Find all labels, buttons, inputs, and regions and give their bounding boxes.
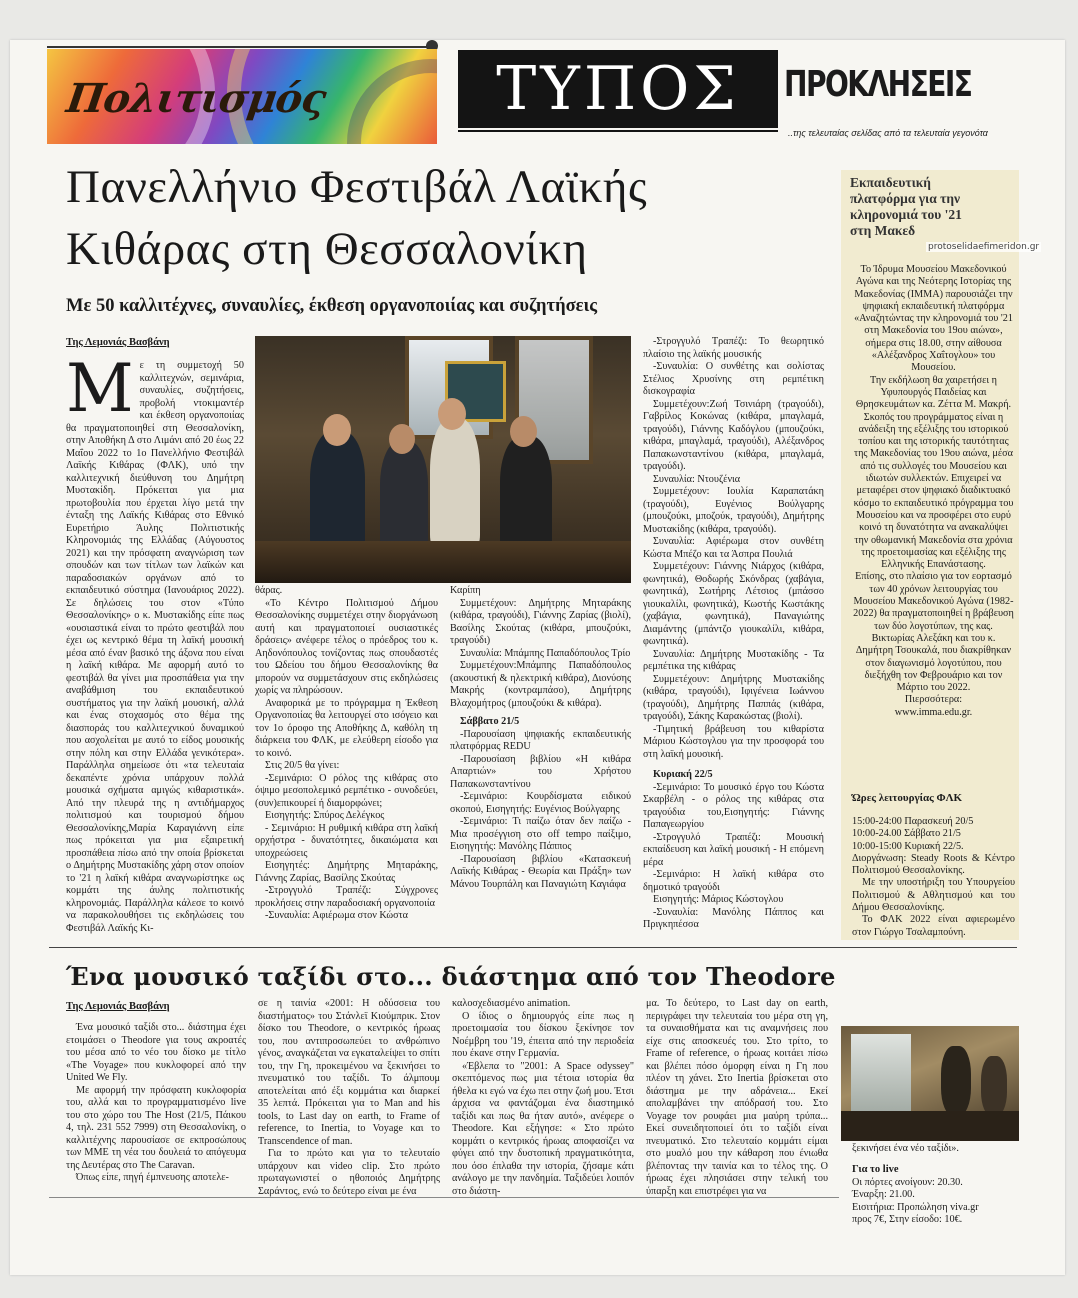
col4-paragraph: Συμμετέχουν:Ζωή Τσινιάρη (τραγούδι), Γαβρίλος Κοκώνας (κιθάρα, μπαγλαμά, τραγούδι), Γιάννης Καδόγλου (μπουζούκι, κιθάρα, μπαγλαμά, τραγούδι), Αλέξανδρος Παπακωνσταντίνου (κιθάρα, μπαγλαμά, τραγούδι).	[643, 398, 824, 472]
col3-paragraph: -Σεμινάριο: Κουρδίσματα ειδικού σκοπού, Εισηγητής: Ευγένιος Βούλγαρης	[450, 791, 631, 815]
col4-paragraph: -Στρογγυλό Τραπέζι: Μουσική εκπαίδευση και λαϊκή μουσική - Η επόμενη μέρα	[643, 831, 824, 868]
article-column-2	[255, 585, 438, 943]
sidebar-link: www.imma.edu.gr.	[894, 706, 973, 718]
col3-paragraph: -Σεμινάριο: Τι παίζω όταν δεν παίζω - Μια προσέγγιση στο off tempo παίξιμο, Εισηγητής: Μανόλης Πάππος	[450, 816, 631, 852]
hours-item: 10:00-15:00 Κυριακή 22/5.	[852, 840, 964, 852]
a2-col1-paragraph: Με αφορμή την πρόσφατη κυκλοφορία του, αλλά και το προγραμματισμένο live του στο χώρο του The Host (21/5, Πάικου 4, τηλ. 231 552 7999) στη Θεσσαλονίκη, ο καλλιτέχνης παρουσίασε σε εκπροσώπους των ΜΜΕ τη νέα του δουλειά το απόγευμα της Δευτέρας στο The Caravan.	[66, 1084, 246, 1171]
col4-day-heading: Κυριακή 22/5	[653, 769, 713, 780]
top-rule	[47, 46, 432, 48]
sidebar-title-line: πλατφόρμα για την	[850, 191, 961, 206]
hours-list	[852, 816, 1015, 939]
col3-paragraph: -Παρουσίαση βιβλίου «Η κιθάρα Απαρτιών» του Χρήστου Παπακωνσταντίνου	[450, 753, 631, 790]
live-info-line: προς 7€, Στην είσοδο: 10€.	[852, 1213, 963, 1225]
article2-headline: Ένα μουσικό ταξίδι στο... διάστημα από τον Theodore	[66, 962, 836, 991]
festival-photo	[255, 336, 631, 583]
article-column-4	[643, 336, 824, 943]
col4-paragraph: -Σεμινάριο: Το μουσικό έργο του Κώστα Σκαρβέλη - ο ρόλος της κιθάρας στα τραγούδια του,Εισηγητής: Γιάννης Παπαγεωργίου	[643, 781, 824, 830]
a2-col3-paragraph: Ο ίδιος ο δημιουργός είπε πως η προετοιμασία του δίσκου ξεκίνησε τον Νοέμβρη του '19, έπειτα από την περιοδεία που έκανε στην Γερμανία.	[452, 1010, 634, 1059]
hours-item: Με την υποστήριξη του Υπουργείου Πολιτισμού & Αθλητισμού και του Δήμου Θεσσαλονίκης.	[852, 877, 1015, 914]
sidebar-paragraph: Το Ίδρυμα Μουσείου Μακεδονικού Αγώνα και της Νεότερης Ιστορίας της Μακεδονίας (ΙΜΜΑ) παρουσιάζει την ψηφιακή εκπαιδευτική πλατφόρμα «Αναζητώντας την κληρονομιά του '21 στη Μακεδονία του 19ου αιώνα», σήμερα στις 18.00, στην αίθουσα «Αλέξανδρος Χαΐτογλου» του Μουσείου.	[854, 264, 1013, 374]
col4-paragraph: Συναυλία: Δημήτρης Μυστακίδης - Τα ρεμπέτικα της κιθάρας	[643, 648, 824, 672]
column-1-text: ε τη συμμετοχή 50 καλλιτεχνών, σεμινάρια, συναυλίες, συζητήσεις, προβολή ντοκιμαντέρ και έκθεση οργανοποιίας θα πραγματοποιηθεί στη Θεσσαλονίκη, στην Αποθήκη Δ στο Λιμάνι από 20 έως 22 Μαΐου 2022 το 1ο Πανελλήνιο Φεστιβάλ Λαϊκής Κιθάρας (ΦΛΚ), υπό την καλλιτεχνική διεύθυνση του Δημήτρη Μυστακίδη. Πρόκειται για μια πρωτοβουλία που έρχεται λίγο μετά την ένταξη της Λαϊκής Κιθάρας στο Εθνικό Ευρετήριο Άυλης Πολιτιστικής Κληρονομιάς της Ελλάδας (Αύγουστος 2021) και την πρόσφατη αναγνώριση των σπουδών και των τίτλων των λαϊκών και παραδοσιακών οργάνων από το εκπαιδευτικό σύστημα (Ιανουάριος 2022). Σε δηλώσεις του στον «Τύπο Θεσσαλονίκης» ο κ. Μυστακίδης είπε πως «ουσιαστικά είναι το πρώτο φεστιβάλ που έχει ως κεντρικό θέμα τη λαϊκή μουσική μέσα από έναν βασικό της άξονα που είναι η λαϊκή κιθάρα. Με αφορμή αυτό το φεστιβάλ θα γίνει μια προσπάθεια για την αναβάθμιση του εκπαιδευτικού συστήματος για την λαϊκή μουσική, αλλά και ένας στοχασμός στο θέμα της διασποράς του καλλιτεχνικού δυναμικού που ασχολείται με αυτό το είδος μουσικής στην πόλη και στην Ελλάδα γενικότερα». Παράλληλα σημείωσε ότι «τα τελευταία δεκαπέντε χρόνια υπάρχουν πολλά μουσικά σχήματα αμιγώς κιθαριστικά». Από την πλευρά της η αντιδήμαρχος πολιτισμού και τουρισμού δήμου Θεσσαλονίκης,Μαρία Καραγιάννη είπε πως πρόκειται για μια εξαιρετική προσπάθεια πίσω από την οποία βρίσκεται ο Δημήτρης Μυστακίδης χάρη στον οποίον το '21 η λαϊκή κιθάρα αναγνωρίστηκε ως κομμάτι της άυλης πολιτιστικής κληρονομιάς. Παράλληλα κάλεσε το κοινό να παρακολουθήσει τις εκδηλώσεις του Φεστιβάλ Λαϊκής Κι-	[66, 360, 244, 934]
col4-paragraph: Συμμετέχουν: Ιουλία Καραπατάκη (τραγούδι), Ευγένιος Βούλγαρης (μπουζούκι, μποζούκ, τραγούδι), Δημήτρης Μυστακίδης (κιθάρα, τραγούδι).	[643, 486, 824, 535]
a2-col4-paragraph: μα. Το δεύτερο, το Last day on earth, περιγράφει την τελευταία του μέρα στη γη, τα συναισθήματα και τις αναμνήσεις που είχε στις αποσκευές του. Στο τρίτο, το Frame of reference, ο ήρωας κοιτάει πίσω και βλέπει πόσο όμορφη είναι η Γη που πλέον τη χάνει. Στο Inertia βρίσκεται στο διάστημα με την αδράνεια... Εκεί απολαμβάνει την απόδρασή του. Στο Voyage τον ρουφάει μια μαύρη τρύπα... Εκεί συνειδητοποιεί ότι το ταξίδι είναι πνευματικό. Στο τελευταίο κομμάτι είμαι στο μυαλό μου την κάθαρση που ένιωθα βλέποντας την ταινία και το τέλος της. Ο ήρωας έχει πλησιάσει στην τελική του ύπαρξη και επιστρέφει για να	[646, 998, 828, 1197]
masthead-section: ΠΡΟΚΛΗΣΕΙΣ	[784, 64, 972, 105]
live-info-line: Οι πόρτες ανοίγουν: 20.30.	[852, 1177, 963, 1188]
article2-column-3	[452, 998, 634, 1197]
watermark: protoselidaefimeridon.gr	[928, 242, 1040, 252]
hours-item: 15:00-24:00 Παρασκευή 20/5	[852, 816, 974, 827]
col2-paragraph: θάρας.	[255, 585, 283, 596]
masthead-logo: ΤΥΠΟΣ	[458, 50, 778, 128]
a2-col1-paragraph: Ένα μουσικό ταξίδι στο... διάστημα έχει ετοιμάσει ο Theodore για τους ακροατές του μέσα από το νέο του δίσκο με τίτλο «The Voyage» που κυκλοφορεί από την United We Fly.	[66, 1022, 246, 1083]
theodore-photo	[841, 1026, 1019, 1141]
article-column-3	[450, 585, 631, 943]
sidebar-paragraph: Σκοπός του προγράμματος είναι η ανάδειξη της εξέλιξης του ιστορικού τοπίου και της ιστορικής ταυτότητας της Μακεδονίας του 19ου αιώνα, μέσα από τις συλλογές του Μουσείου και ιδιωτών συλλεκτών. Επιχειρεί να μεταφέρει στον ψηφιακό διαδικτυακό κόσμο το εκπαιδευτικό πρόγραμμα του Μουσείου και να προσφέρει στο ευρύ κοινό τη δυνατότητα να ανακαλύψει την οθωμανική Μακεδονία στα χρόνια της προετοιμασίας και εξέλιξης της Ελληνικής Επανάστασης.	[853, 411, 1014, 571]
a2-col2-paragraph: Για το πρώτο και για το τελευταίο υπάρχουν και video clip. Στο πρώτο πρωταγωνιστεί ο ηθοποιός Δημήτρης Σαράντος, ενώ το δεύτερο είναι με ένα	[258, 1148, 440, 1197]
masthead-rule	[458, 130, 778, 132]
sidebar-paragraph: Πιερσσότερα:	[904, 694, 963, 706]
hours-item: Το ΦΛΚ 2022 είναι αφιερωμένο στον Γιώργο Τσαλαμπούνη.	[852, 914, 1015, 938]
col3-paragraph: Συμμετέχουν:Μπάμπης Παπαδόπουλος (ακουστική & ηλεκτρική κιθάρα), Διονύσης Μακρής (κοντραμπάσο), Δημήτρης Βλαχομήτρος (μπουζούκι & κιθάρα).	[450, 660, 631, 709]
article-column-1	[66, 360, 244, 940]
sidebar-title-line: στη Μακεδ	[850, 223, 916, 238]
sidebar-paragraph: Επίσης, στο πλαίσιο για τον εορτασμό των 40 χρόνων λειτουργίας του Μουσείου Μακεδονικού Αγώνα (1982-2022) θα πραγματοποιηθεί η βράβευση των δύο λογοτύπων, της κας. Βικτωρίας Αλεξάκη και του κ. Δημήτρη Τσουκαλά, που διακρίθηκαν στον διαγωνισμό λογοτύπου, που διεξήχθη τον Φεβρουάριο και τον Μάρτιο του 2022.	[853, 571, 1014, 694]
col4-paragraph: Εισηγητής: Μάριος Κώστογλου	[653, 894, 784, 905]
section-divider	[49, 947, 1017, 948]
article2-column-2	[258, 998, 440, 1197]
col4-paragraph: -Στρογγυλό Τραπέζι: Το θεωρητικό πλαίσιο της λαϊκής μουσικής	[643, 336, 824, 360]
col2-paragraph: Εισηγητής: Σπύρος Δελέγκος	[265, 810, 385, 821]
col4-paragraph: Συναυλία: Ντουζένια	[653, 473, 741, 485]
section-banner	[47, 49, 437, 144]
hours-item: 10:00-24.00 Σάββατο 21/5	[852, 828, 961, 840]
sidebar-paragraph: Την εκδήλωση θα χαιρετήσει η Υφυπουργός Παιδείας και Θρησκευμάτων κα. Ζέττα Μ. Μακρή.	[855, 374, 1012, 411]
sidebar-text	[852, 264, 1015, 719]
headline-line-1: Πανελλήνιο Φεστιβάλ Λαϊκής	[66, 161, 648, 213]
col2-paragraph: Αναφορικά με το πρόγραμμα η Έκθεση Οργανοποιίας θα λειτουργεί στο ισόγειο και τον 1ο όροφο της Αποθήκης Δ, καθόλη τη διάρκεια του ΦΛΚ, με ελεύθερη είσοδο για το κοινό.	[255, 697, 438, 759]
article2-column-4	[646, 998, 828, 1197]
sidebar-title	[850, 175, 1018, 239]
live-title: Για το live	[852, 1164, 899, 1175]
sidebar-title-line: Εκπαιδευτική	[850, 175, 931, 190]
a2-col2-paragraph: σε η ταινία «2001: Η οδύσσεια του διαστήματος» του Στάνλεϊ Κιούμπρικ. Στον δίσκο του Theodore, ο κεντρικός ήρωας του, που αντιπροσωπεύει το ανθρώπινο γένος, αναγκάζεται να εγκαταλείψει το σπίτι του, την Γη, προκειμένου να ξεκινήσει το πνευματικό του ταξίδι. Το άλμπουμ αποτελείται από έξι κομμάτια και διαρκεί 35 λεπτά. Πρόκειται για το Man and his tools, to Last day on earth, to Frame of reference, to Inertia, to Voyage και το Transcendence of man.	[258, 998, 440, 1147]
masthead	[458, 50, 1004, 142]
col4-paragraph: Συμμετέχουν: Δημήτρης Μυστακίδης (κιθάρα, τραγούδι), Ιφιγένεια Ιωάννου (τραγούδι), Δημήτρης Παππάς (κιθάρα, τραγούδι), Σάκης Καρακώστας (βιολί).	[643, 673, 824, 722]
article-headline	[66, 156, 806, 280]
col4-paragraph: -Συναυλία: Μανόλης Πάππος και Πριγκηπέσσα	[643, 906, 824, 930]
bottom-rule	[49, 1197, 839, 1198]
article2-tail: ξεκινήσει ένα νέο ταξίδι».	[852, 1143, 959, 1154]
col4-paragraph: -Τιμητική βράβευση του κιθαρίστα Μάριου Κώστογλου για την προσφορά του στη λαϊκή μουσική.	[643, 723, 824, 760]
article2-byline: Της Λεμονιάς Βασβάνη	[66, 1001, 170, 1012]
dropcap: Μ	[66, 360, 134, 427]
col3-paragraph: Συμμετέχουν: Δημήτρης Μηταράκης (κιθάρα, τραγούδι), Γιάννης Ζαρίας (βιολί), Βασίλης Σκούτας (κιθάρα, μπουζούκι, τραγούδι)	[450, 597, 631, 646]
col3-day-heading: Σάββατο 21/5	[460, 716, 520, 727]
col4-paragraph: Συμμετέχουν: Γιάννης Νιάρχος (κιθάρα, φωνητικά), Θοδωρής Σκόνδρας (χαβάγια, φωνητικά), Σωτήρης Λέτσιος (μπάσσο γιουκαλίλι, φωνητικά), Κωστής Κωστάκης (χαβάγια, φωνητικά), Παναγιώτης Διαμάντης (μπάντζο γιουκαλίλι, κιθάρα, φωνητικά).	[643, 561, 824, 647]
col3-paragraph: Καρίπη	[450, 585, 481, 596]
article-subtitle: Με 50 καλλιτέχνες, συναυλίες, έκθεση οργανοποιίας και συζητήσεις	[66, 296, 598, 316]
live-info-line: Εισιτήρια: Προπώληση viva.gr	[852, 1201, 979, 1213]
headline-line-2: Κιθάρας στη Θεσσαλονίκη	[66, 223, 588, 275]
a2-col1-paragraph: Όπως είπε, πηγή έμπνευσης αποτελε-	[76, 1172, 229, 1183]
col3-paragraph: -Παρουσίαση ψηφιακής εκπαιδευτικής πλατφόρμας REDU	[450, 728, 631, 752]
col4-paragraph: -Συναυλία: Ο συνθέτης και σολίστας Στέλιος Χρυσίνης στη ρεμπέτικη δισκογραφία	[643, 361, 824, 397]
hours-item: Διοργάνωση: Steady Roots & Κέντρο Πολιτισμού Θεσσαλονίκης.	[852, 852, 1015, 877]
col2-paragraph: - Σεμινάριο: Η ρυθμική κιθάρα στη λαϊκή ορχήστρα - δυνατότητες, δικαιώματα και υποχρεώσεις	[255, 822, 438, 859]
col3-paragraph: -Παρουσίαση βιβλίου «Κατασκευή Λαϊκής Κιθάρας - Θεωρία και Πράξη» των Μάνου Τουρπάλη και Παναγιώτη Καγιάφα	[450, 853, 631, 890]
col2-paragraph: Εισηγητές: Δημήτρης Μηταράκης, Γιάννης Ζαρίας, Βασίλης Σκούτας	[255, 860, 438, 884]
col2-paragraph: «Το Κέντρο Πολιτισμού Δήμου Θεσσαλονίκης συμμετέχει στην διοργάνωση αυτή και πραγματοποιεί ουσιαστικές δράσεις» ανέφερε τέλος ο πρόεδρος του κ. Αηδονόπουλος τονίζοντας πως σπουδαστές του Ωδείου του δήμου Θεσσαλονίκης θα μπορούν να συμμετάσχουν στις εκδηλώσεις χωρίς να πληρώσουν.	[255, 597, 438, 696]
article2-column-1	[66, 1022, 246, 1197]
live-info	[852, 1177, 1022, 1226]
live-info-line: Έναρξη: 21.00.	[852, 1189, 915, 1201]
col3-paragraph: Συναυλία: Μπάμπης Παπαδόπουλος Τρίο	[460, 647, 631, 659]
col2-paragraph: Στις 20/5 θα γίνει:	[265, 760, 340, 771]
col2-paragraph: -Σεμινάριο: Ο ρόλος της κιθάρας στο όψιμο μεσοπολεμικό ρεμπέτικο - συνοδεύει, (συν)επικουρεί ή διαμορφώνει;	[255, 772, 438, 809]
hours-title: Ώρες λειτουργίας ΦΛΚ	[852, 792, 963, 804]
col2-paragraph: -Στρογγυλό Τραπέζι: Σύγχρονες προκλήσεις στην παραδοσιακή οργανοποιία	[255, 885, 438, 909]
article-byline: Της Λεμονιάς Βασβάνη	[66, 337, 170, 348]
section-label: Πολιτισμός	[63, 75, 329, 122]
a2-col3-paragraph: καλοσχεδιασμένο animation.	[452, 998, 571, 1009]
col2-paragraph: -Συναυλία: Αφιέρωμα στον Κώστα	[265, 910, 409, 921]
col4-paragraph: -Σεμινάριο: Η λαϊκή κιθάρα στο δημοτικό τραγούδι	[643, 869, 824, 893]
a2-col3-paragraph: «Έβλεπα το "2001: A Space odyssey" σκεπτόμενος πως μια τέτοια ιστορία θα ήθελα κι εγώ να έχω πει στην ζωή μου. Έτσι άρχισα να φαντάζομαι ένα διαστημικό ταξίδι και πως θα ήταν αυτό», ανέφερε ο Theodore. Και εξήγησε: « Στο πρώτο κομμάτι ο κεντρικός ήρωας αποφασίζει να φύγει από την δυστοπική πραγματικότητα, που όσο έπλαθα την ιστορία, ζήσαμε κάτι ανάλογο με την πανδημία. Ταξιδεύει λοιπόν στο διάστη-	[452, 1060, 634, 1197]
masthead-tagline: ..της τελευταίας σελίδας από τα τελευταία γεγονότα	[788, 128, 988, 138]
sidebar-title-line: κληρονομιά του '21	[850, 207, 962, 222]
col4-paragraph: Συναυλία: Αφιέρωμα στον συνθέτη Κώστα Μπέζο και τα Άσπρα Πουλιά	[643, 536, 824, 560]
